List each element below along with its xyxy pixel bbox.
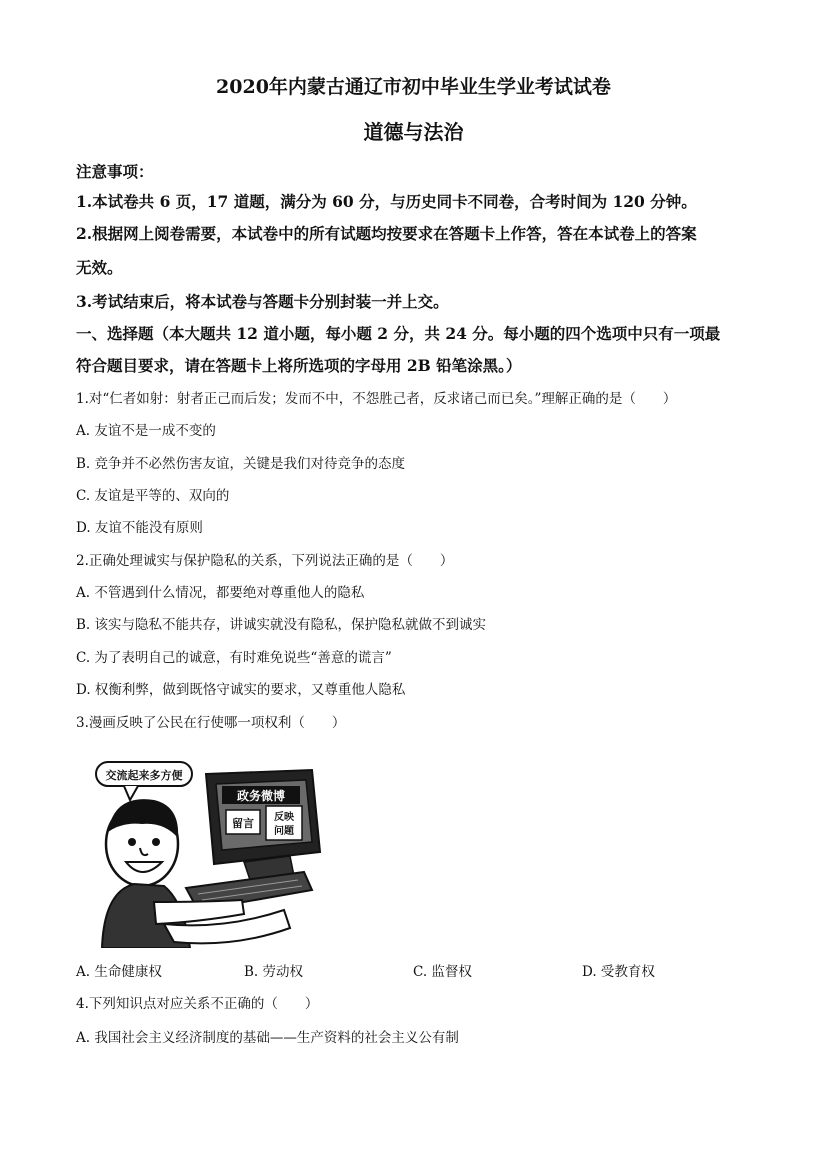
question-2-option-c: C. 为了表明自己的诚意，有时难免说些“善意的谎言” — [76, 650, 392, 666]
notice-item-2-cont: 无效。 — [76, 258, 123, 277]
page-subtitle: 道德与法治 — [363, 120, 464, 144]
section-heading-line-2: 符合题目要求，请在答题卡上将所选项的字母用 2B 铅笔涂黑。） — [76, 356, 522, 375]
question-3-stem: 3.漫画反映了公民在行使哪一项权利（ ） — [76, 715, 346, 731]
question-1-option-a: A. 友谊不是一成不变的 — [76, 423, 216, 439]
question-2-option-b: B. 该实与隐私不能共存，讲诚实就没有隐私，保护隐私就做不到诚实 — [76, 617, 487, 633]
question-3-option-c: C. 监督权 — [413, 964, 472, 980]
screen-button-right-text-2: 问题 — [274, 826, 294, 837]
question-1-option-c: C. 友谊是平等的、双向的 — [76, 488, 230, 504]
screen-button-left-text: 留言 — [232, 817, 254, 830]
question-2-stem: 2.正确处理诚实与保护隐私的关系，下列说法正确的是（ ） — [76, 553, 454, 569]
question-2-option-d: D. 权衡利弊，做到既恪守诚实的要求，又尊重他人隐私 — [76, 682, 406, 698]
person-arm — [154, 900, 244, 924]
question-1-option-d: D. 友谊不能没有原则 — [76, 520, 203, 536]
page-title: 2020年内蒙古通辽市初中毕业生学业考试试卷 — [216, 76, 611, 98]
question-1-stem: 1.对“仁者如射：射者正己而后发；发而不中，不怨胜己者，反求诸己而已矣。”理解正确的是（ ） — [76, 391, 677, 407]
question-4-option-a: A. 我国社会主义经济制度的基础——生产资料的社会主义公有制 — [76, 1030, 459, 1046]
question-2-option-a: A. 不管遇到什么情况，都要绝对尊重他人的隐私 — [76, 585, 365, 601]
question-3-cartoon — [94, 752, 324, 948]
screen-button-right-text-1: 反映 — [274, 812, 294, 823]
question-3-option-a: A. 生命健康权 — [76, 964, 162, 980]
question-3-option-b: B. 劳动权 — [244, 964, 304, 980]
question-4-stem: 4.下列知识点对应关系不正确的（ ） — [76, 996, 319, 1012]
notice-heading: 注意事项： — [76, 162, 154, 181]
section-heading-line-1: 一、选择题（本大题共 12 道小题，每小题 2 分，共 24 分。每小题的四个选项中只有一项最 — [76, 324, 721, 343]
notice-item-2: 2.根据网上阅卷需要，本试卷中的所有试题均按要求在答题卡上作答，答在本试卷上的答案 — [76, 224, 697, 243]
screen-title: 政务微博 — [236, 789, 286, 803]
notice-item-1: 1.本试卷共 6 页，17 道题，满分为 60 分，与历史同卡不同卷，合考时间为 120 分钟。 — [76, 192, 697, 211]
notice-item-3: 3.考试结束后，将本试卷与答题卡分别封装一并上交。 — [76, 292, 449, 311]
question-3-option-d: D. 受教育权 — [582, 964, 655, 980]
question-1-option-b: B. 竞争并不必然伤害友谊，关键是我们对待竞争的态度 — [76, 456, 406, 472]
speech-bubble-text: 交流起来多方便 — [105, 769, 183, 782]
